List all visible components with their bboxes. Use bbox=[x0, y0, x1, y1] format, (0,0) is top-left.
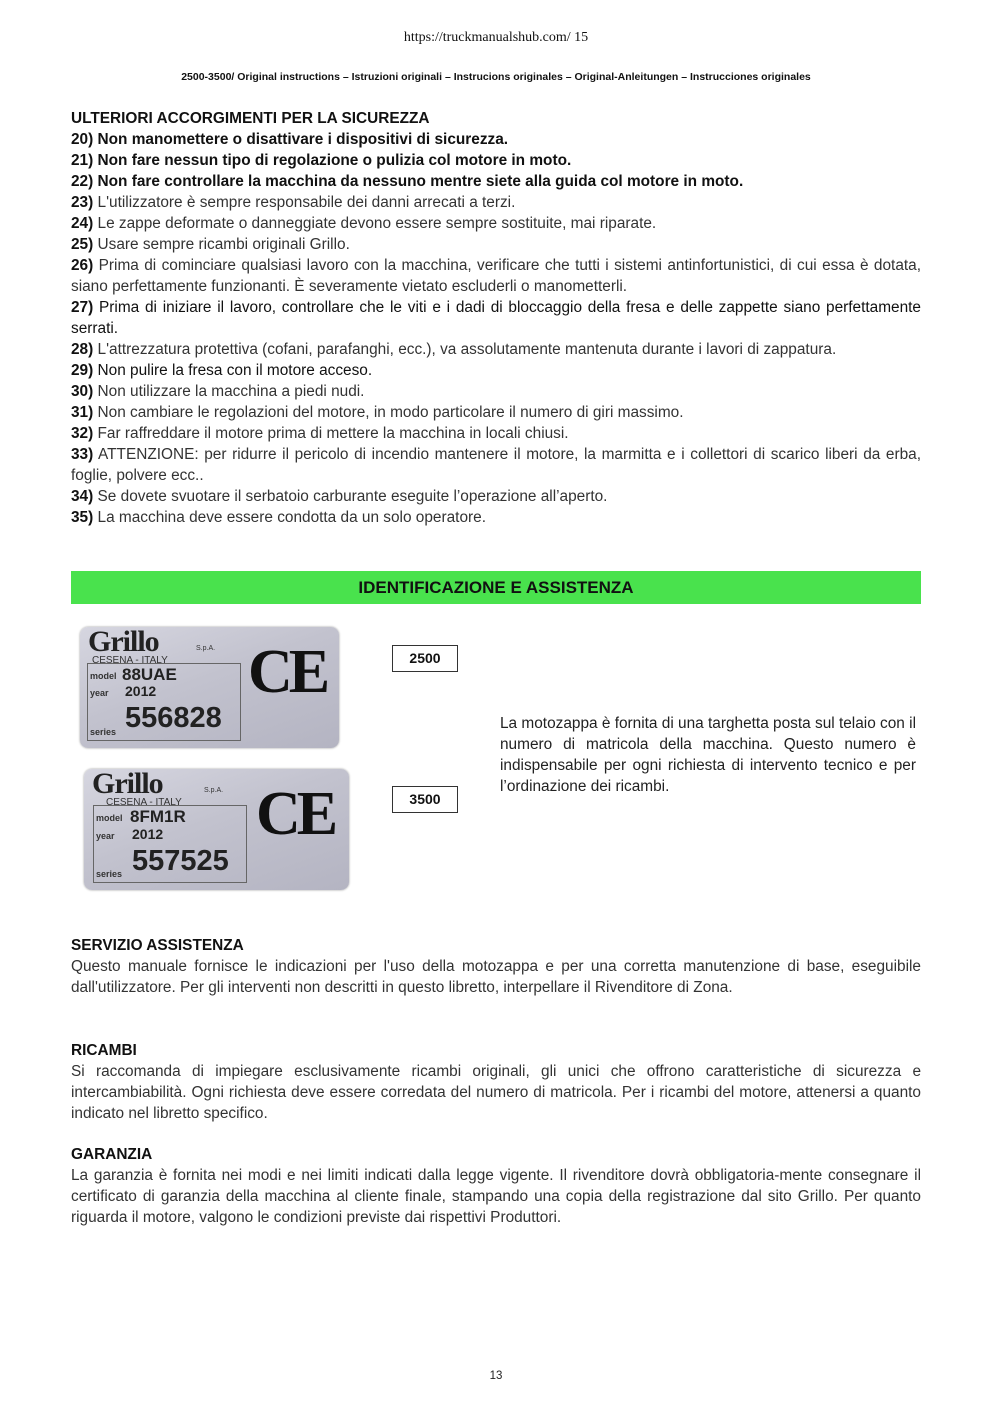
id-plate-2500 bbox=[80, 627, 339, 748]
plate-series: 557525 bbox=[132, 845, 229, 877]
plate-brand-logo: Grillo bbox=[92, 767, 163, 800]
warranty-section bbox=[71, 1144, 921, 1228]
safety-item-22: 22) Non fare controllare la macchina da nessuno mentre siete alla guida col motore in moto. bbox=[71, 173, 744, 190]
plate-city: CESENA - ITALY bbox=[92, 655, 168, 666]
page-header-url: https://truckmanualshub.com/ 15 bbox=[403, 30, 589, 45]
spare-parts-text: Si raccomanda di impiegare esclusivamente ricambi originali, gli unici che offrono caratteristiche di sicurezza e intercambiabilità. Ogni richiesta deve essere corredata del numero di matricola. Per i ricambi del motore, attenersi a quanto indicato nel libretto specifico. bbox=[71, 1063, 921, 1122]
identification-description: La motozappa è fornita di una targhetta posta sul telaio con il numero di matricola della macchina. Questo numero è indispensabile per ogni richiesta di intervento tecnico e per l’ordinazione dei ricambi. bbox=[500, 715, 916, 795]
plate-year-label: year bbox=[90, 688, 109, 698]
safety-item-26: 26) Prima di cominciare qualsiasi lavoro con la macchina, verificare che tutti i sistemi antinfortunistici, di cui essa è dotata, siano perfettamente funzionanti. È severamente vietato escluderli o manometterli. bbox=[71, 257, 921, 295]
plate-spa: S.p.A. bbox=[204, 787, 224, 794]
safety-section bbox=[71, 108, 921, 528]
safety-item-27: 27) Prima di iniziare il lavoro, controllare che le viti e i dadi di bloccaggio della fresa e delle zappette siano perfettamente serrati. bbox=[71, 299, 921, 337]
plate-spa: S.p.A. bbox=[196, 645, 216, 652]
safety-item-29: 29) Non pulire la fresa con il motore acceso. bbox=[71, 362, 373, 379]
safety-item-24: 24) Le zappe deformate o danneggiate devono essere sempre sostituite, mai riparate. bbox=[71, 215, 657, 232]
plate-series-label: series bbox=[96, 869, 123, 879]
model-tag-3500: 3500 bbox=[392, 786, 458, 813]
identification-banner: IDENTIFICAZIONE E ASSISTENZA bbox=[71, 571, 921, 604]
spare-parts-title: RICAMBI bbox=[71, 1042, 137, 1059]
assistance-section bbox=[71, 935, 921, 998]
plate-series-label: series bbox=[90, 727, 117, 737]
plate-series: 556828 bbox=[125, 702, 222, 734]
model-tag-2500: 2500 bbox=[392, 645, 458, 672]
warranty-title: GARANZIA bbox=[71, 1146, 153, 1163]
safety-item-28: 28) L'attrezzatura protettiva (cofani, parafanghi, ecc.), va assolutamente mantenuta durante i lavori di zappatura. bbox=[71, 341, 837, 358]
ce-mark-icon: CE bbox=[248, 638, 327, 706]
safety-item-20: 20) Non manomettere o disattivare i dispositivi di sicurezza. bbox=[71, 131, 509, 148]
safety-item-35: 35) La macchina deve essere condotta da un solo operatore. bbox=[71, 509, 486, 526]
plate-year: 2012 bbox=[132, 826, 164, 842]
safety-item-30: 30) Non utilizzare la macchina a piedi nudi. bbox=[71, 383, 365, 400]
plate-model-label: model bbox=[90, 671, 117, 681]
spare-parts-section bbox=[71, 1040, 921, 1124]
ce-mark-icon: CE bbox=[256, 780, 335, 848]
plate-model: 8FM1R bbox=[130, 807, 186, 826]
safety-item-23: 23) L'utilizzatore è sempre responsabile dei danni arrecati a terzi. bbox=[71, 194, 516, 211]
plate-model: 88UAE bbox=[122, 665, 177, 684]
warranty-text: La garanzia è fornita nei modi e nei limiti indicati dalla legge vigente. Il rivenditore dovrà obbligatoria-mente consegnare il certificato di garanzia della macchina al cliente finale, stampando una copia della registrazione dal sito Grillo. Per quanto riguarda il motore, valgono le condizioni previste dai rispettivi Produttori. bbox=[71, 1167, 921, 1226]
safety-item-33: 33) ATTENZIONE: per ridurre il pericolo di incendio mantenere il motore, la marmitta e i collettori di scarico liberi da erba, foglie, polvere ecc.. bbox=[71, 446, 922, 484]
plate-year: 2012 bbox=[125, 683, 157, 699]
safety-item-31: 31) Non cambiare le regolazioni del motore, in modo particolare il numero di giri massimo. bbox=[71, 404, 684, 421]
plate-brand-logo: Grillo bbox=[88, 625, 159, 658]
id-plate-3500 bbox=[84, 769, 349, 890]
plate-model-label: model bbox=[96, 813, 123, 823]
safety-item-32: 32) Far raffreddare il motore prima di mettere la macchina in locali chiusi. bbox=[71, 425, 569, 442]
document-subtitle: 2500-3500/ Original instructions – Istruzioni originali – Instrucions originales – Original-Anleitungen – Instrucciones originales bbox=[181, 71, 811, 83]
plate-city: CESENA - ITALY bbox=[106, 797, 182, 808]
safety-item-34: 34) Se dovete svuotare il serbatoio carburante eseguite l’operazione all’aperto. bbox=[71, 488, 608, 505]
page-number: 13 bbox=[489, 1370, 503, 1382]
plate-year-label: year bbox=[96, 831, 115, 841]
safety-item-25: 25) Usare sempre ricambi originali Grillo. bbox=[71, 236, 350, 253]
safety-item-21: 21) Non fare nessun tipo di regolazione o pulizia col motore in moto. bbox=[71, 152, 572, 169]
assistance-text: Questo manuale fornisce le indicazioni per l'uso della motozappa e per una corretta manutenzione di base, eseguibile dall'utilizzatore. Per gli interventi non descritti in questo libretto, interpellare il Rivenditore di Zona. bbox=[71, 958, 921, 996]
assistance-title: SERVIZIO ASSISTENZA bbox=[71, 937, 244, 954]
safety-heading: ULTERIORI ACCORGIMENTI PER LA SICUREZZA bbox=[71, 110, 430, 127]
